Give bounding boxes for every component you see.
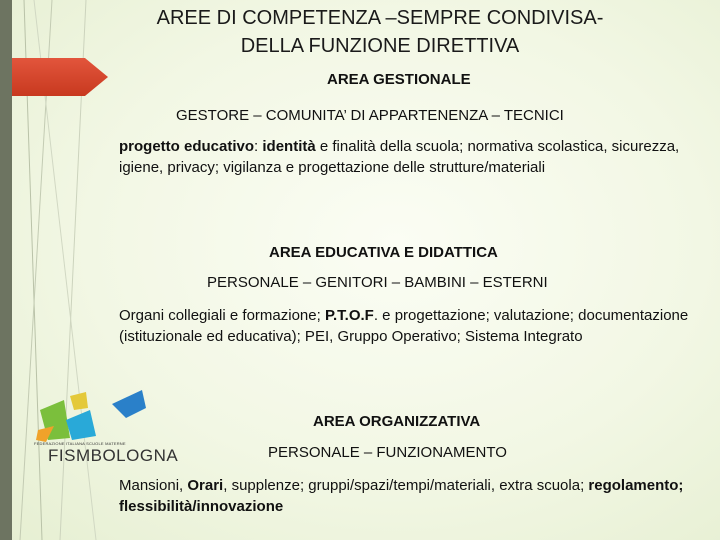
text-run: regolamento; flessibilità/innovazione	[119, 477, 684, 515]
text-run: e finalità della scuola; normativa scolastica, sicurezza, igiene, privacy; vigilanza e progettazione delle strutture/materiali	[119, 138, 680, 176]
logo-subtitle: FEDERAZIONE ITALIANA SCUOLE MATERNE	[34, 441, 126, 446]
text-run: Orari	[187, 477, 224, 494]
text-run: , supplenze; gruppi/spazi/tempi/materiali, extra scuola;	[223, 477, 589, 494]
section-heading-organizzativa: AREA ORGANIZZATIVA	[313, 413, 481, 430]
text-run: . e progettazione; valutazione; documentazione (istituzionale ed educativa); PEI, Gruppo Operativo; Sistema Integrato	[119, 307, 689, 345]
slide-title	[100, 4, 660, 60]
logo-name: FISMBOLOGNA	[48, 446, 179, 465]
text-run: progetto educativo	[119, 138, 255, 155]
text-run: :	[254, 138, 263, 155]
section-body-gestionale	[119, 136, 689, 178]
text-run: Organi collegiali e formazione;	[119, 307, 325, 324]
text-run: P.T.O.F	[324, 307, 374, 324]
section-body-educativa	[119, 305, 689, 347]
section-heading-gestionale: AREA GESTIONALE	[327, 71, 471, 88]
section-heading-educativa: AREA EDUCATIVA E DIDATTICA	[269, 244, 498, 261]
text-run: identità	[262, 138, 316, 155]
section-subheading-educativa: PERSONALE – GENITORI – BAMBINI – ESTERNI	[207, 274, 548, 291]
title-line-2: DELLA FUNZIONE DIRETTIVA	[240, 35, 520, 57]
text-run: Mansioni,	[119, 477, 188, 494]
section-body-organizzativa	[119, 475, 694, 517]
section-subheading-gestionale: GESTORE – COMUNITA’ DI APPARTENENZA – TECNICI	[176, 107, 564, 124]
title-line-1: AREE DI COMPETENZA –SEMPRE CONDIVISA-	[156, 7, 604, 29]
section-subheading-organizzativa: PERSONALE – FUNZIONAMENTO	[268, 444, 507, 461]
logo-blue-shape	[112, 390, 146, 418]
logo-cyan-shape	[66, 410, 96, 440]
logo-yellow-shape	[70, 392, 88, 410]
